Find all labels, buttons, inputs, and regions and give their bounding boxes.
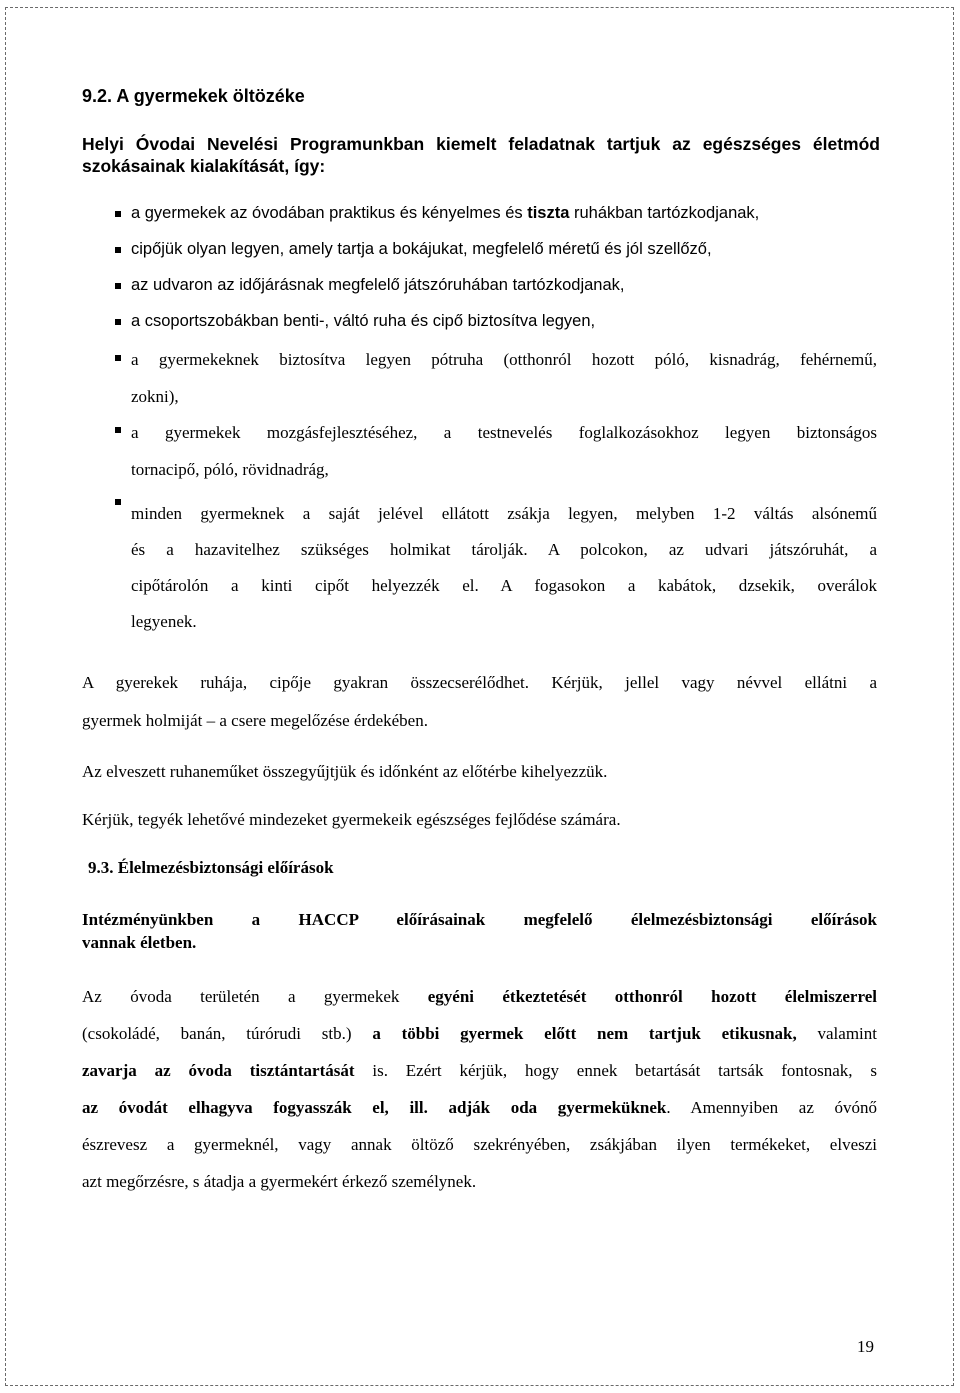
food-policy-paragraph: Az óvoda területén a gyermekek egyéni étkeztetését otthonról hozott élelmiszerrel (csokoládé, banán, túrórudi stb.) a többi gyermek előtt nem tartjuk etikusnak, valamint zavarja az óvoda tisztántartását is. Ezért kérjük, hogy ennek betartását tartsák fontosnak, s az óvodát elhagyva fogyasszák el, ill. adják oda gyermeküknek. Amennyiben az óvónő észrevesz a gyermeknél, vagy annak öltöző szekrényében, zsákjában ilyen termékeket, elveszi azt megőrzésre, s átadja a gyermekért érkező személynek. (82, 987, 877, 1191)
intro-line-1: Helyi Óvodai Nevelési Programunkban kiemelt feladatnak tartjuk az egészséges életmód (82, 134, 880, 154)
bullet-square-icon (115, 247, 121, 253)
bullet-item-7: minden gyermeknek a saját jelével ellátott zsákja legyen, melyben 1-2 váltás alsónemű és a hazavitelhez szükséges holmikat tárolják. A polcokon, az udvari játszóruhát, a cipőtárolón a kinti cipőt helyezzék el. A fogasokon a kabátok, dzsekik, overálok legyenek. (131, 504, 877, 631)
bullet-item-1: a gyermekek az óvodában praktikus és kényelmes és tiszta ruhákban tartózkodjanak, (131, 204, 760, 222)
bullet-item-5-cont: zokni), (131, 387, 179, 406)
bullet-square-icon (115, 355, 121, 361)
bullet-item-6: a gyermekek mozgásfejlesztéséhez, a testnevelés foglalkozásokhoz legyen biztonságos (131, 423, 877, 442)
bullet-square-icon (115, 211, 121, 217)
section-heading-9-2: 9.2. A gyermekek öltözéke (82, 86, 305, 106)
intro-line-2: szokásainak kialakítását, így: (82, 156, 326, 176)
bullet-item-5: a gyermekeknek biztosítva legyen pótruha (otthonról hozott póló, kisnadrág, fehérnemű, (131, 350, 877, 369)
section-heading-9-3: 9.3. Élelmezésbiztonsági előírások (88, 858, 334, 877)
bullet-square-icon (115, 499, 121, 505)
paragraph-clothes-mixup: A gyerekek ruhája, cipője gyakran összecserélődhet. Kérjük, jellel vagy névvel ellátni a gyermek holmiját – a csere megelőzése érdekében. (82, 673, 877, 730)
bullet-item-6-cont: tornacipő, póló, rövidnadrág, (131, 460, 329, 479)
bullet-square-icon (115, 283, 121, 289)
haccp-paragraph: Intézményünkben a HACCP előírásainak megfelelő élelmezésbiztonsági előírások vannak életben. (82, 910, 877, 952)
page-number: 19 (857, 1337, 874, 1356)
paragraph-request: Kérjük, tegyék lehetővé mindezeket gyermekeik egészséges fejlődése számára. (82, 810, 621, 829)
paragraph-lost-items: Az elveszett ruhaneműket összegyűjtjük és időnként az előtérbe kihelyezzük. (82, 762, 608, 781)
bullet-square-icon (115, 319, 121, 325)
intro-paragraph (82, 133, 880, 177)
bullet-item-2: cipőjük olyan legyen, amely tartja a bokájukat, megfelelő méretű és jól szellőző, (131, 240, 712, 258)
bullet-square-icon (115, 427, 121, 433)
bullet-item-4: a csoportszobákban benti-, váltó ruha és cipő biztosítva legyen, (131, 312, 596, 330)
bullet-item-3: az udvaron az időjárásnak megfelelő játszóruhában tartózkodjanak, (131, 276, 625, 294)
